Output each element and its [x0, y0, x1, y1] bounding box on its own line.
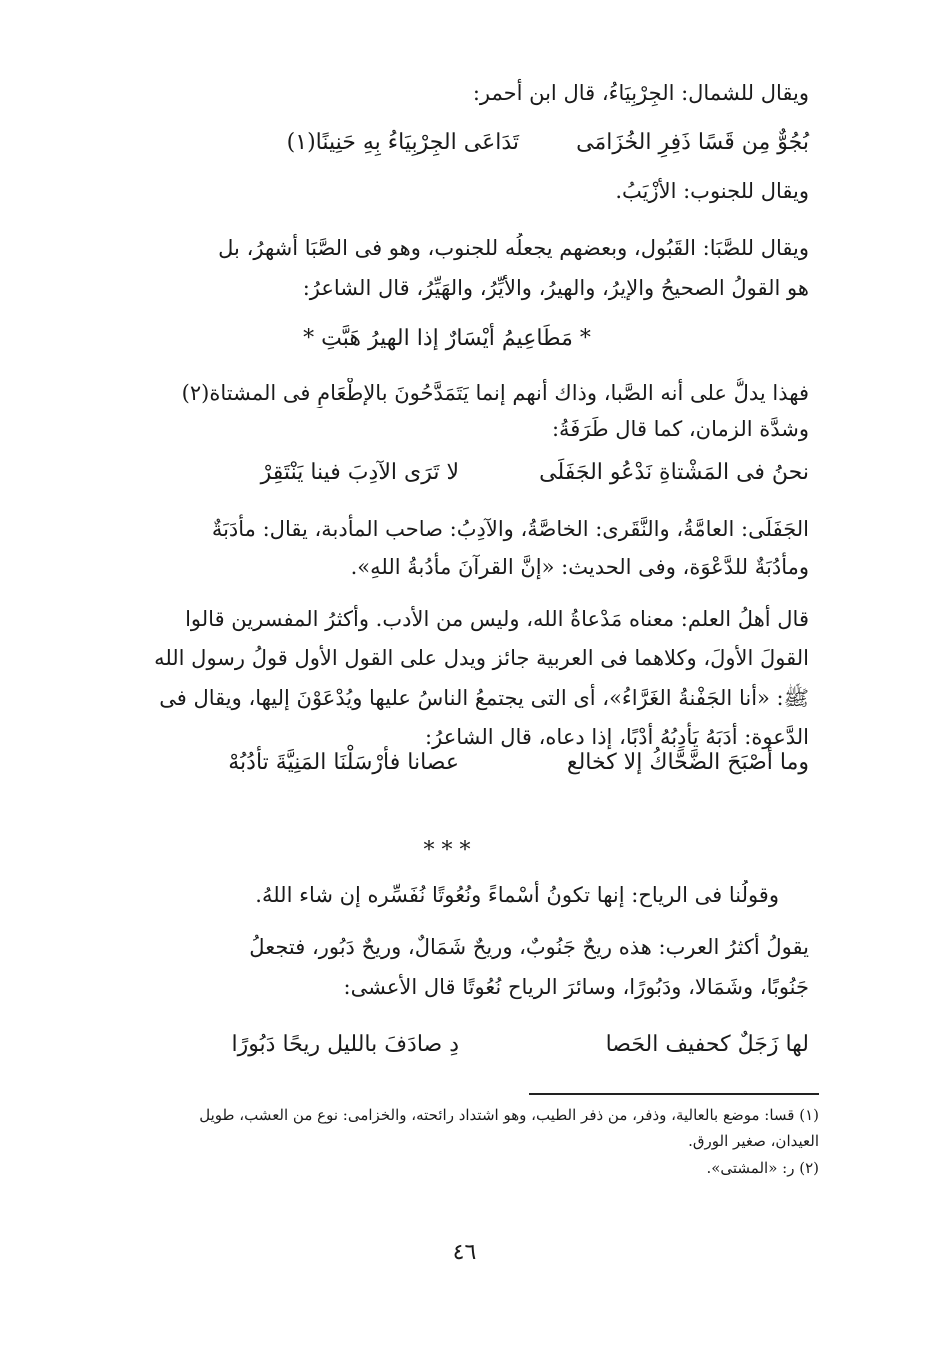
footnote-2: (٢) ر: «المشتى». — [706, 1159, 819, 1177]
text-line-12: الدَّعوة: أدَبَهُ يَأْدِبُهُ أدْبًا، إذا دعاه، قال الشاعرُ: — [425, 725, 809, 749]
text-line-2: ويقال للجنوب: الأزْيَبُ. — [615, 179, 809, 203]
hemistich: * مَطَاعِيمُ أيْسَارٌ إذا الهيرُ هَبَّتِ * — [303, 326, 591, 351]
footnote-separator — [529, 1093, 819, 1095]
verse-3-second-hemistich: عصانا فأرْسَلْنَا المَنِيَّةَ تأدُبُهْ — [228, 750, 459, 775]
text-line-5: فهذا يدلُّ على أنه الصَّبا، وذاك أنهم إنما يَتَمَدَّحُونَ بالإطْعَامِ فى المشتاة(٢) — [181, 381, 809, 405]
text-line-9: قال أهلُ العلم: معناه مَدْعاةُ الله، وليس من الأدب. وأكثرُ المفسرين قالوا — [185, 607, 809, 631]
page-number: ٤٦ — [452, 1240, 477, 1265]
text-line-15: جَنُوبًا، وشَمَالا، ودَبُورًا، وسائرَ الرياح نُعُوتًا قال الأعشى: — [343, 975, 809, 999]
verse-2-first-hemistich: نحنُ فى المَشْتاةِ نَدْعُو الجَفَلَى — [539, 460, 809, 485]
text-line-13: وقولُنا فى الرياح: إنها تكونُ أسْماءً ونُعُوتًا نُفَسِّره إن شاء اللهُ. — [255, 883, 779, 907]
text-line-7: الجَفَلَى: العامَّةُ، والنَّقَرى: الخاصَّةُ، والآدِبُ: صاحب المأدبة، يقال: مأدَبَةٌ — [211, 517, 809, 541]
text-line-1: ويقال للشمال: الجِرْبِيَاءُ، قال ابن أحمر: — [472, 81, 809, 105]
text-line-8: ومأدُبَةٌ للدَّعْوَة، وفى الحديث: «إنَّ القرآنَ مأدُبةُ اللهِ». — [350, 555, 809, 579]
text-line-4: هو القولُ الصحيحُ والإيرُ، والهيرُ، والأيِّرُ، والهَيِّرُ، قال الشاعرُ: — [302, 276, 809, 300]
verse-3-first-hemistich: وما أصْبَحَ الضَّحَّاكُ إلا كخالع — [566, 750, 809, 775]
verse-2-second-hemistich: لا تَرَى الآدِبَ فينا يَنْتَقِرْ — [260, 460, 459, 485]
text-line-14: يقولُ أكثرُ العرب: هذه ريحٌ جَنُوبٌ، وريحٌ شَمَالٌ، وريحٌ دَبُور، فتجعلُ — [249, 935, 809, 959]
verse-4-first-hemistich: لها زَجَلٌ كحفيف الحَصا — [605, 1032, 809, 1057]
footnote-1: (١) قسا: موضع بالعالية، وذفر، من ذفر الطيب، وهو اشتداد رائحته، والخزامى: نوع من العشب، طويل — [199, 1106, 819, 1124]
verse-1-second-hemistich: بُجُوٌّ مِن قَسًا ذَفِرِ الخُزَامَى — [576, 130, 809, 155]
section-separator: * * * — [423, 838, 471, 863]
footnote-1-continued: العيدان، صغير الورق. — [688, 1132, 819, 1150]
text-line-3: ويقال للصَّبَا: القَبُول، وبعضهم يجعلُه للجنوب، وهو فى الصَّبَا أشهرُ، بل — [218, 236, 809, 260]
verse-1-first-hemistich: تَدَاعَى الجِرْبِيَاءُ بِهِ حَنِينًا(١) — [286, 130, 519, 155]
text-line-11: ﷺ: «أنا الجَفْنةُ الغَرَّاءُ»، أى التى يجتمعُ الناسُ عليها ويُدْعَوْنَ إليها، ويقال فى — [159, 686, 809, 710]
text-line-10: القولَ الأولَ، وكلاهما فى العربية جائز ويدل على القول الأول قولُ رسول الله — [154, 646, 809, 670]
text-line-6: وشدَّة الزمان، كما قال طَرَفَةُ: — [551, 417, 809, 441]
verse-4-second-hemistich: دِ صادَفَ بالليل ريحًا دَبُورًا — [231, 1032, 459, 1057]
